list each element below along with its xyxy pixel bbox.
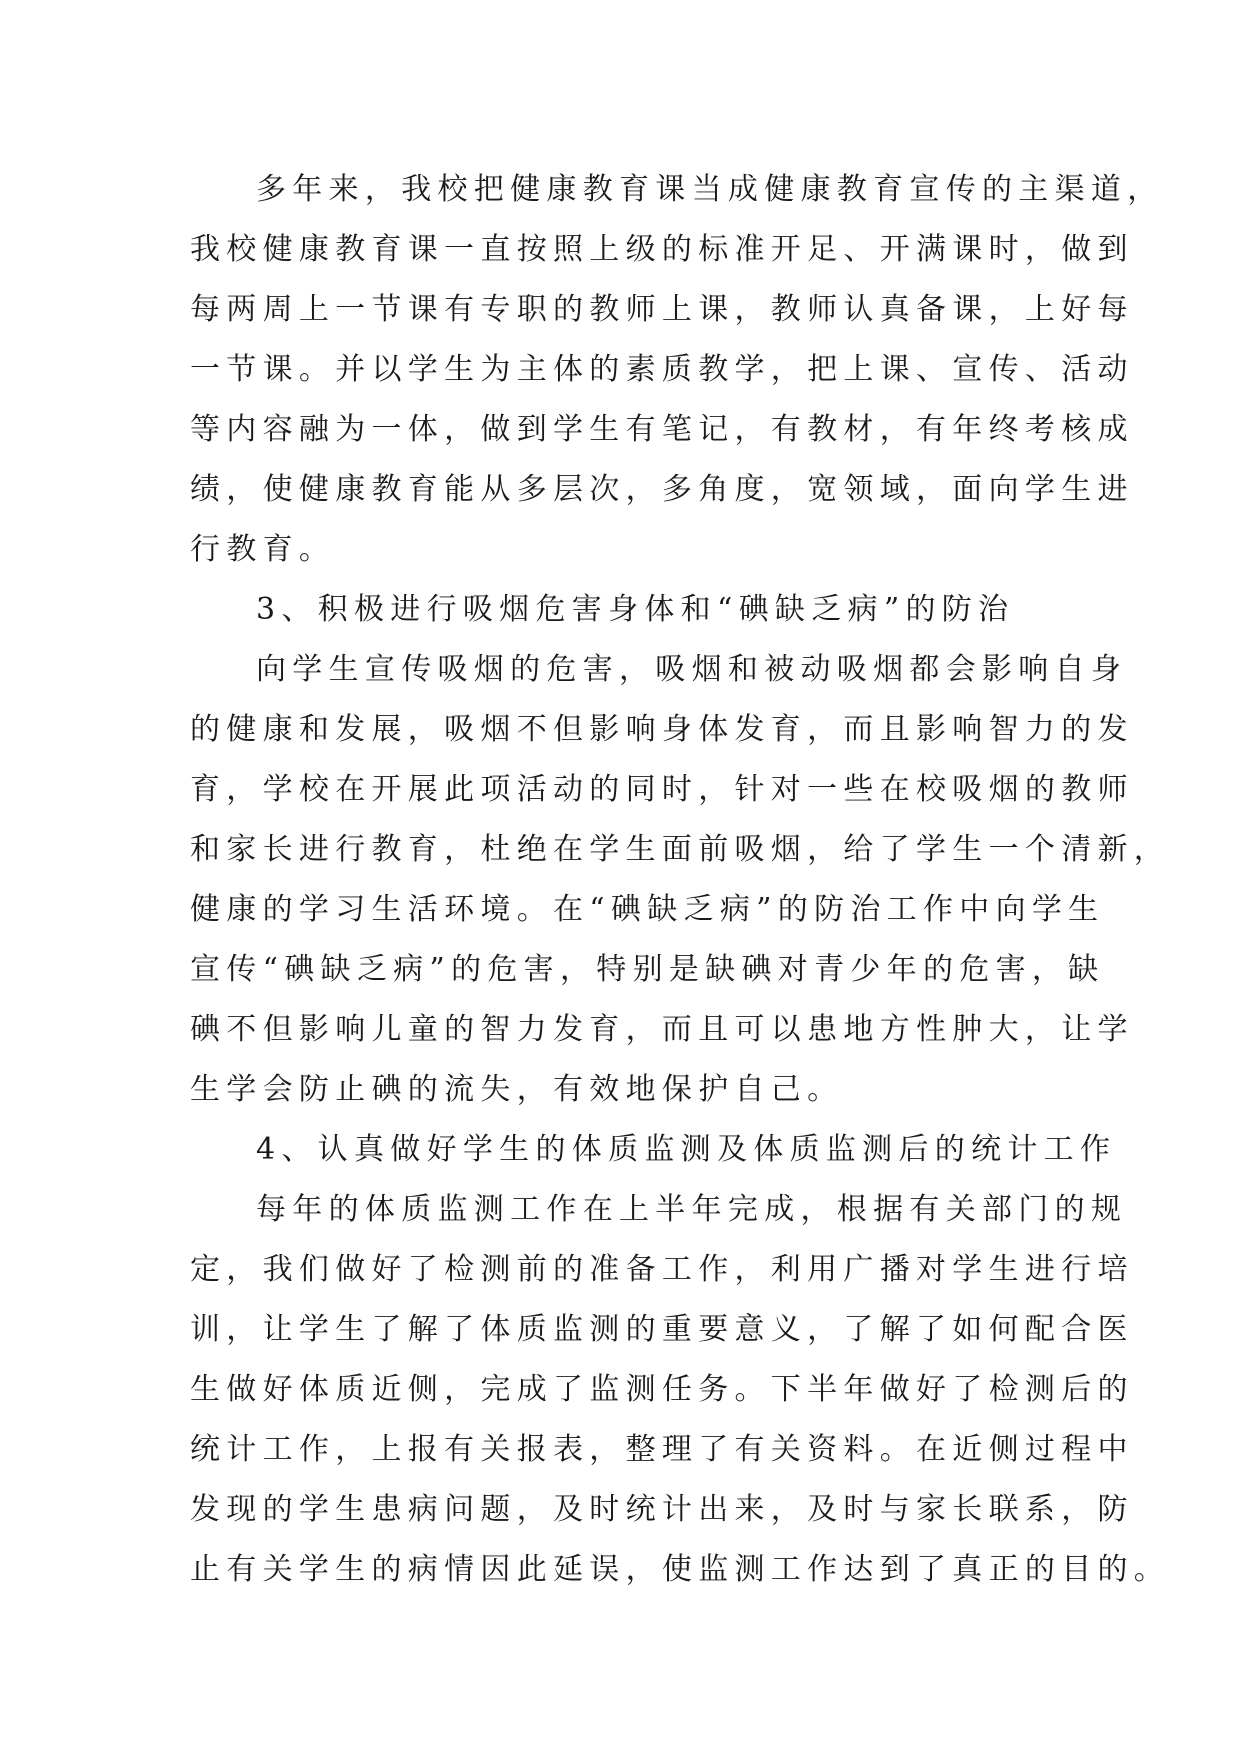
text-line: 多年来，我校把健康教育课当成健康教育宣传的主渠道， [256,172,1164,207]
text-line: 我校健康教育课一直按照上级的标准开足、开满课时，做到 [190,232,1134,267]
text-line: 止有关学生的病情因此延误，使监测工作达到了真正的目的。 [190,1552,1171,1587]
text-line: 碘不但影响儿童的智力发育，而且可以患地方性肿大，让学 [190,1012,1134,1047]
section-heading: 4、认真做好学生的体质监测及体质监测后的统计工作 [256,1132,1117,1167]
text-line: 绩，使健康教育能从多层次，多角度，宽领域，面向学生进 [190,472,1134,507]
text-line: 训，让学生了解了体质监测的重要意义，了解了如何配合医 [190,1312,1134,1347]
text-line: 的健康和发展，吸烟不但影响身体发育，而且影响智力的发 [190,712,1134,747]
text-line: 行教育。 [190,532,336,567]
text-line: 生做好体质近侧，完成了监测任务。下半年做好了检测后的 [190,1372,1134,1407]
text-line: 和家长进行教育，杜绝在学生面前吸烟，给了学生一个清新， [190,832,1171,867]
section-heading: 3、积极进行吸烟危害身体和“碘缺乏病”的防治 [256,592,1015,627]
text-line: 每年的体质监测工作在上半年完成，根据有关部门的规 [256,1192,1128,1227]
text-line: 发现的学生患病问题，及时统计出来，及时与家长联系，防 [190,1492,1134,1527]
text-line: 等内容融为一体，做到学生有笔记，有教材，有年终考核成 [190,412,1134,447]
document-body [190,160,1171,1600]
text-line: 一节课。并以学生为主体的素质教学，把上课、宣传、活动 [190,352,1134,387]
text-line: 生学会防止碘的流失，有效地保护自己。 [190,1072,844,1107]
text-line: 定，我们做好了检测前的准备工作，利用广播对学生进行培 [190,1252,1134,1287]
text-line: 每两周上一节课有专职的教师上课，教师认真备课，上好每 [190,292,1134,327]
text-line: 育，学校在开展此项活动的同时，针对一些在校吸烟的教师 [190,772,1134,807]
text-line: 健康的学习生活环境。在“碘缺乏病”的防治工作中向学生 [190,892,1105,927]
text-line: 宣传“碘缺乏病”的危害，特别是缺碘对青少年的危害，缺 [190,952,1105,987]
text-line: 统计工作，上报有关报表，整理了有关资料。在近侧过程中 [190,1432,1134,1467]
text-line: 向学生宣传吸烟的危害，吸烟和被动吸烟都会影响自身 [256,652,1128,687]
